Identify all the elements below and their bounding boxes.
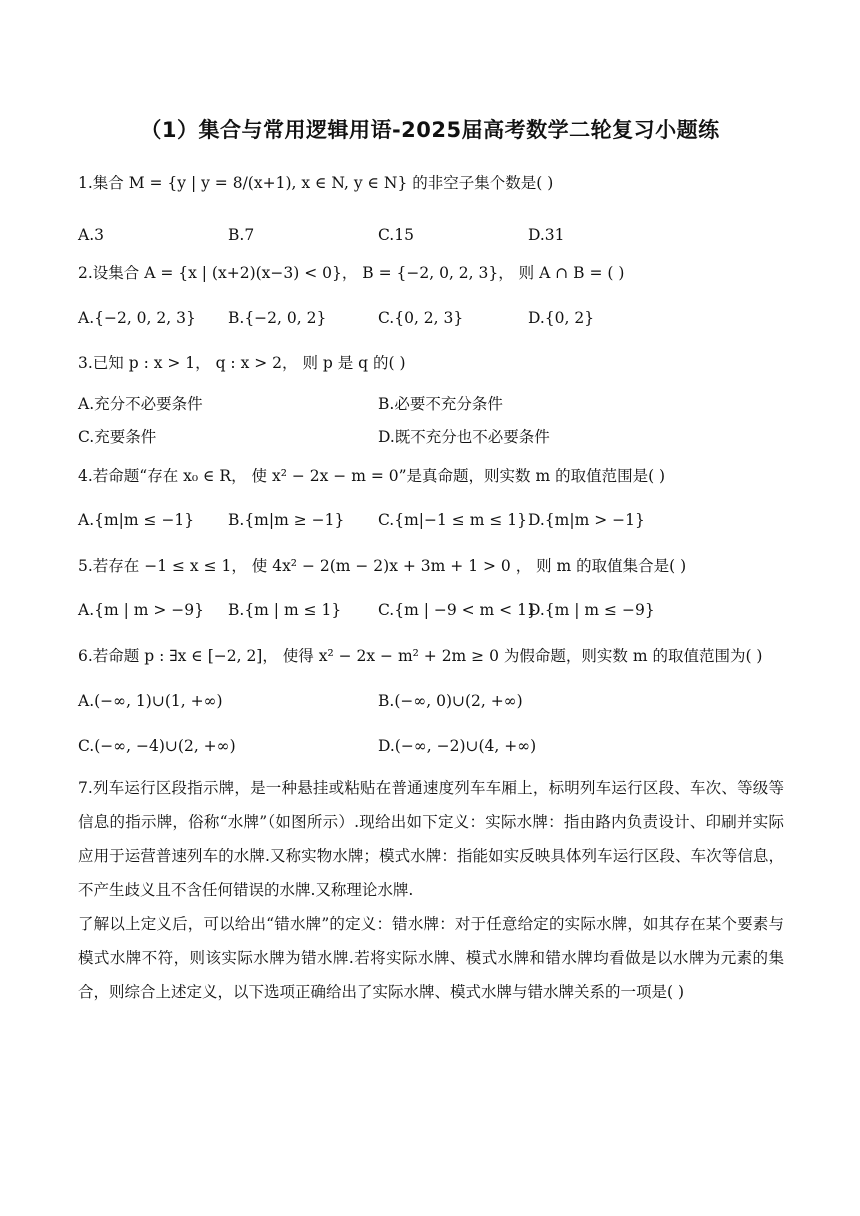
question-7-paragraph-2: 了解以上定义后，可以给出“错水牌”的定义：错水牌：对于任意给定的实际水牌，如其存在某个要素与模式水牌不符，则该实际水牌为错水牌.若将实际水牌、模式水牌和错水牌均看做是以水牌为元素的集合，则综合上述定义，以下选项正确给出了实际水牌、模式水牌与错水牌关系的一项是( ) <box>78 915 784 1001</box>
page-title: （1）集合与常用逻辑用语-2025届高考数学二轮复习小题练 <box>140 118 720 142</box>
question-1-option-a: A.3 <box>78 226 104 244</box>
question-1-option-d: D.31 <box>528 226 565 244</box>
question-4-stem: 4.若命题“存在 x₀ ∈ R， 使 x² − 2x − m = 0”是真命题，则实数 m 的取值范围是( ) <box>78 467 666 485</box>
question-3-option-a: A.充分不必要条件 <box>78 395 203 413</box>
question-3-option-b: B.必要不充分条件 <box>378 395 503 413</box>
question-1-stem: 1.集合 M = {y | y = 8/(x+1), x ∈ N, y ∈ N} 的非空子集个数是( ) <box>78 174 554 192</box>
question-4-option-c: C.{m|−1 ≤ m ≤ 1} <box>378 511 527 529</box>
question-6-option-d: D.(−∞, −2)∪(4, +∞) <box>378 737 537 755</box>
question-3-option-c: C.充要条件 <box>78 428 157 446</box>
question-1-option-c: C.15 <box>378 226 414 244</box>
question-2-option-a: A.{−2, 0, 2, 3} <box>78 309 196 327</box>
question-7-body <box>78 771 784 1009</box>
question-4-option-b: B.{m|m ≥ −1} <box>228 511 345 529</box>
question-6-stem: 6.若命题 p : ∃x ∈ [−2, 2]， 使得 x² − 2x − m² + 2m ≥ 0 为假命题，则实数 m 的取值范围为( ) <box>78 647 763 665</box>
question-7-paragraph-1: 7.列车运行区段指示牌，是一种悬挂或粘贴在普通速度列车车厢上，标明列车运行区段、车次、等级等信息的指示牌，俗称“水牌”（如图所示）.现给出如下定义：实际水牌：指由路内负责设计、印刷并实际应用于运营普速列车的水牌.又称实物水牌；模式水牌：指能如实反映具体列车运行区段、车次等信息，不产生歧义且不含任何错误的水牌.又称理论水牌. <box>78 779 784 899</box>
question-5-option-c: C.{m | −9 < m < 1} <box>378 601 537 619</box>
question-5-option-b: B.{m | m ≤ 1} <box>228 601 342 619</box>
question-2-option-c: C.{0, 2, 3} <box>378 309 464 327</box>
question-3-stem: 3.已知 p : x > 1， q : x > 2， 则 p 是 q 的( ) <box>78 354 406 372</box>
question-5-stem: 5.若存在 −1 ≤ x ≤ 1， 使 4x² − 2(m − 2)x + 3m + 1 > 0 ， 则 m 的取值集合是( ) <box>78 557 687 575</box>
question-3-option-d: D.既不充分也不必要条件 <box>378 428 550 446</box>
question-4-option-a: A.{m|m ≤ −1} <box>78 511 195 529</box>
question-1-option-b: B.7 <box>228 226 255 244</box>
question-2-option-b: B.{−2, 0, 2} <box>228 309 327 327</box>
question-6-option-b: B.(−∞, 0)∪(2, +∞) <box>378 692 523 710</box>
question-4-option-d: D.{m|m > −1} <box>528 511 645 529</box>
question-2-option-d: D.{0, 2} <box>528 309 595 327</box>
question-5-option-d: D.{m | m ≤ −9} <box>528 601 655 619</box>
question-6-option-c: C.(−∞, −4)∪(2, +∞) <box>78 737 236 755</box>
question-6-option-a: A.(−∞, 1)∪(1, +∞) <box>78 692 223 710</box>
question-5-option-a: A.{m | m > −9} <box>78 601 205 619</box>
question-2-stem: 2.设集合 A = {x | (x+2)(x−3) < 0}， B = {−2, 0, 2, 3}， 则 A ∩ B = ( ) <box>78 264 625 282</box>
